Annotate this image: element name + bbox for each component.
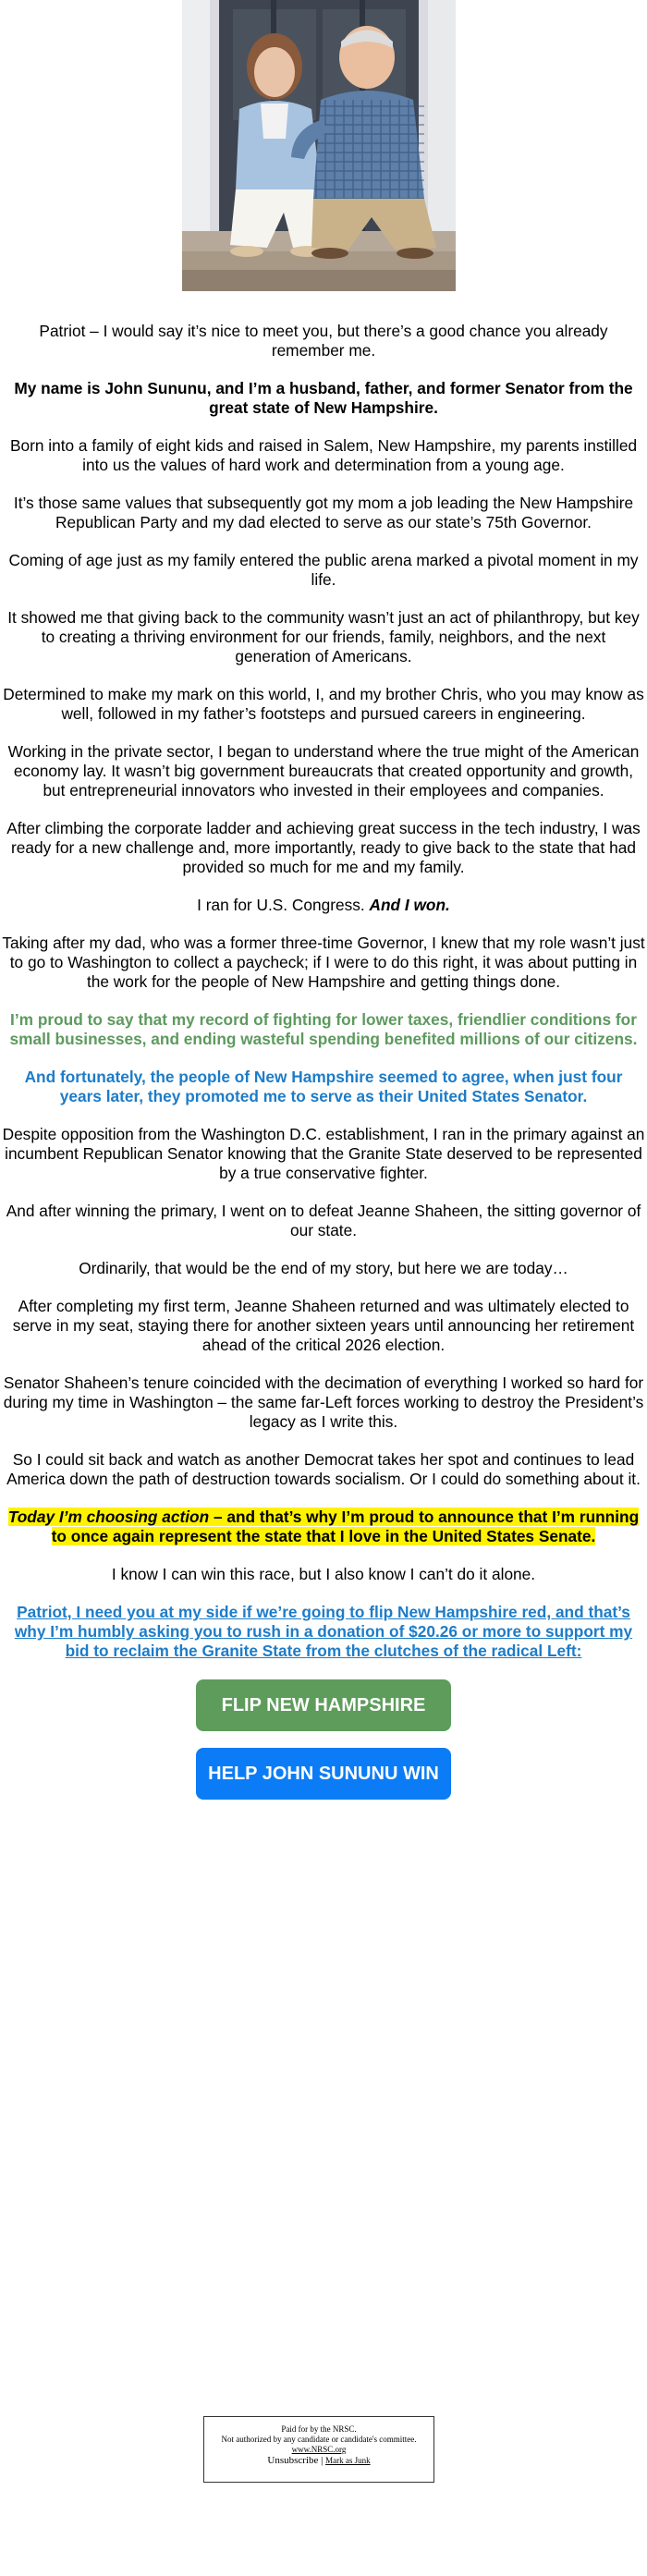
body-paragraph: After climbing the corporate ladder and achieving great success in the tech industry, I was ready for a new challenge and, more importantly, ready to give back to the state that had provided so much for me and my family. bbox=[6, 819, 641, 876]
body-paragraph: Ordinarily, that would be the end of my story, but here we are today… bbox=[79, 1259, 568, 1277]
congress-text: I ran for U.S. Congress. bbox=[197, 896, 365, 914]
body-paragraph: After completing my first term, Jeanne Shaheen returned and was ultimately elected to serve in my seat, staying there for another sixteen years until announcing her retirement ahead of the critical 2026 election. bbox=[12, 1297, 635, 1354]
body-paragraph: Born into a family of eight kids and raised in Salem, New Hampshire, my parents instilled into us the values of hard work and determination from a young age. bbox=[9, 436, 638, 474]
footer-separator: | bbox=[321, 2455, 324, 2466]
body-paragraph: And after winning the primary, I went on to defeat Jeanne Shaheen, the sitting governor of our state. bbox=[6, 1202, 641, 1239]
mark-as-junk-link[interactable]: Mark as Junk bbox=[325, 2456, 371, 2465]
not-authorized-text: Not authorized by any candidate or candidate's committee. bbox=[221, 2435, 417, 2444]
body-paragraph: Senator Shaheen’s tenure coincided with the decimation of everything I worked so hard for during my time in Washington – the same far-Left forces working to destroy the President’s legacy as I write this. bbox=[3, 1373, 644, 1431]
help-john-sununu-win-button[interactable]: HELP JOHN SUNUNU WIN bbox=[196, 1748, 451, 1800]
body-paragraph: Determined to make my mark on this world, I, and my brother Chris, who you may know as well, followed in my father’s footsteps and pursued careers in engineering. bbox=[3, 685, 644, 723]
nrsc-site-link[interactable]: www.NRSC.org bbox=[291, 2445, 347, 2454]
announcement-italic: Today I’m choosing action bbox=[7, 1508, 210, 1526]
announcement-paragraph bbox=[0, 1508, 647, 1546]
body-paragraph: It’s those same values that subsequently got my mom a job leading the New Hampshire Republican Party and my dad elected to serve as our state’s 75th Governor. bbox=[13, 494, 634, 531]
congress-emphasis: And I won. bbox=[369, 896, 450, 914]
senator-paragraph: And fortunately, the people of New Hampshire seemed to agree, when just four years later, they promoted me to serve as their United States Senator. bbox=[24, 1068, 623, 1105]
body-paragraph: Taking after my dad, who was a former three-time Governor, I knew that my role wasn’t just to go to Washington to collect a paycheck; if I were to do this right, it was about putting in the work for the people of New Hampshire and getting things done. bbox=[2, 934, 645, 991]
announcement-text: – and that’s why I’m proud to announce that I’m running to once again represent the state that I love in the United States Senate. bbox=[51, 1508, 640, 1545]
body-paragraph: Coming of age just as my family entered the public arena marked a pivotal moment in my life. bbox=[8, 551, 639, 589]
paid-for-text: Paid for by the NRSC. bbox=[281, 2424, 357, 2434]
body-paragraph: Despite opposition from the Washington D.C. establishment, I ran in the primary against an incumbent Republican Senator knowing that the Granite State deserved to be represented by a true conservative fighter. bbox=[2, 1125, 645, 1182]
body-paragraph: Working in the private sector, I began to understand where the true might of the American economy lay. It wasn’t big government bureaucrats that created opportunity and growth, but entrepreneurial innovators who invested in their employees and companies. bbox=[7, 742, 640, 800]
name-paragraph: My name is John Sununu, and I’m a husband, father, and former Senator from the great state of New Hampshire. bbox=[14, 379, 633, 417]
announcement-highlight bbox=[8, 1508, 639, 1545]
email-body bbox=[0, 322, 647, 1800]
intro-paragraph: Patriot – I would say it’s nice to meet you, but there’s a good chance you already remember me. bbox=[39, 322, 608, 360]
unsubscribe-link[interactable]: Unsubscribe bbox=[267, 2455, 319, 2466]
alone-paragraph: I know I can win this race, but I also know I can’t do it alone. bbox=[111, 1565, 536, 1583]
congress-paragraph bbox=[0, 896, 647, 915]
donation-ask-paragraph bbox=[0, 1603, 647, 1661]
body-paragraph: It showed me that giving back to the community wasn’t just an act of philanthropy, but key to creating a thriving environment for our friends, family, neighbors, and the next generation of Americans. bbox=[7, 608, 640, 665]
flip-new-hampshire-button[interactable]: FLIP NEW HAMPSHIRE bbox=[196, 1679, 451, 1731]
donation-ask-link[interactable]: Patriot, I need you at my side if we’re going to flip New Hampshire red, and that’s why I’m humbly asking you to rush in a donation of $20.26 or more to support my bid to reclaim the Granite State from the clutches of the radical Left: bbox=[14, 1603, 633, 1660]
hero-photo bbox=[182, 0, 456, 291]
record-paragraph: I’m proud to say that my record of fighting for lower taxes, friendlier conditions for small businesses, and ending wasteful spending benefited millions of our citizens. bbox=[9, 1010, 638, 1048]
disclaimer-box bbox=[203, 2416, 434, 2483]
body-paragraph: So I could sit back and watch as another Democrat takes her spot and continues to lead America down the path of destruction towards socialism. Or I could do something about it. bbox=[6, 1450, 641, 1488]
